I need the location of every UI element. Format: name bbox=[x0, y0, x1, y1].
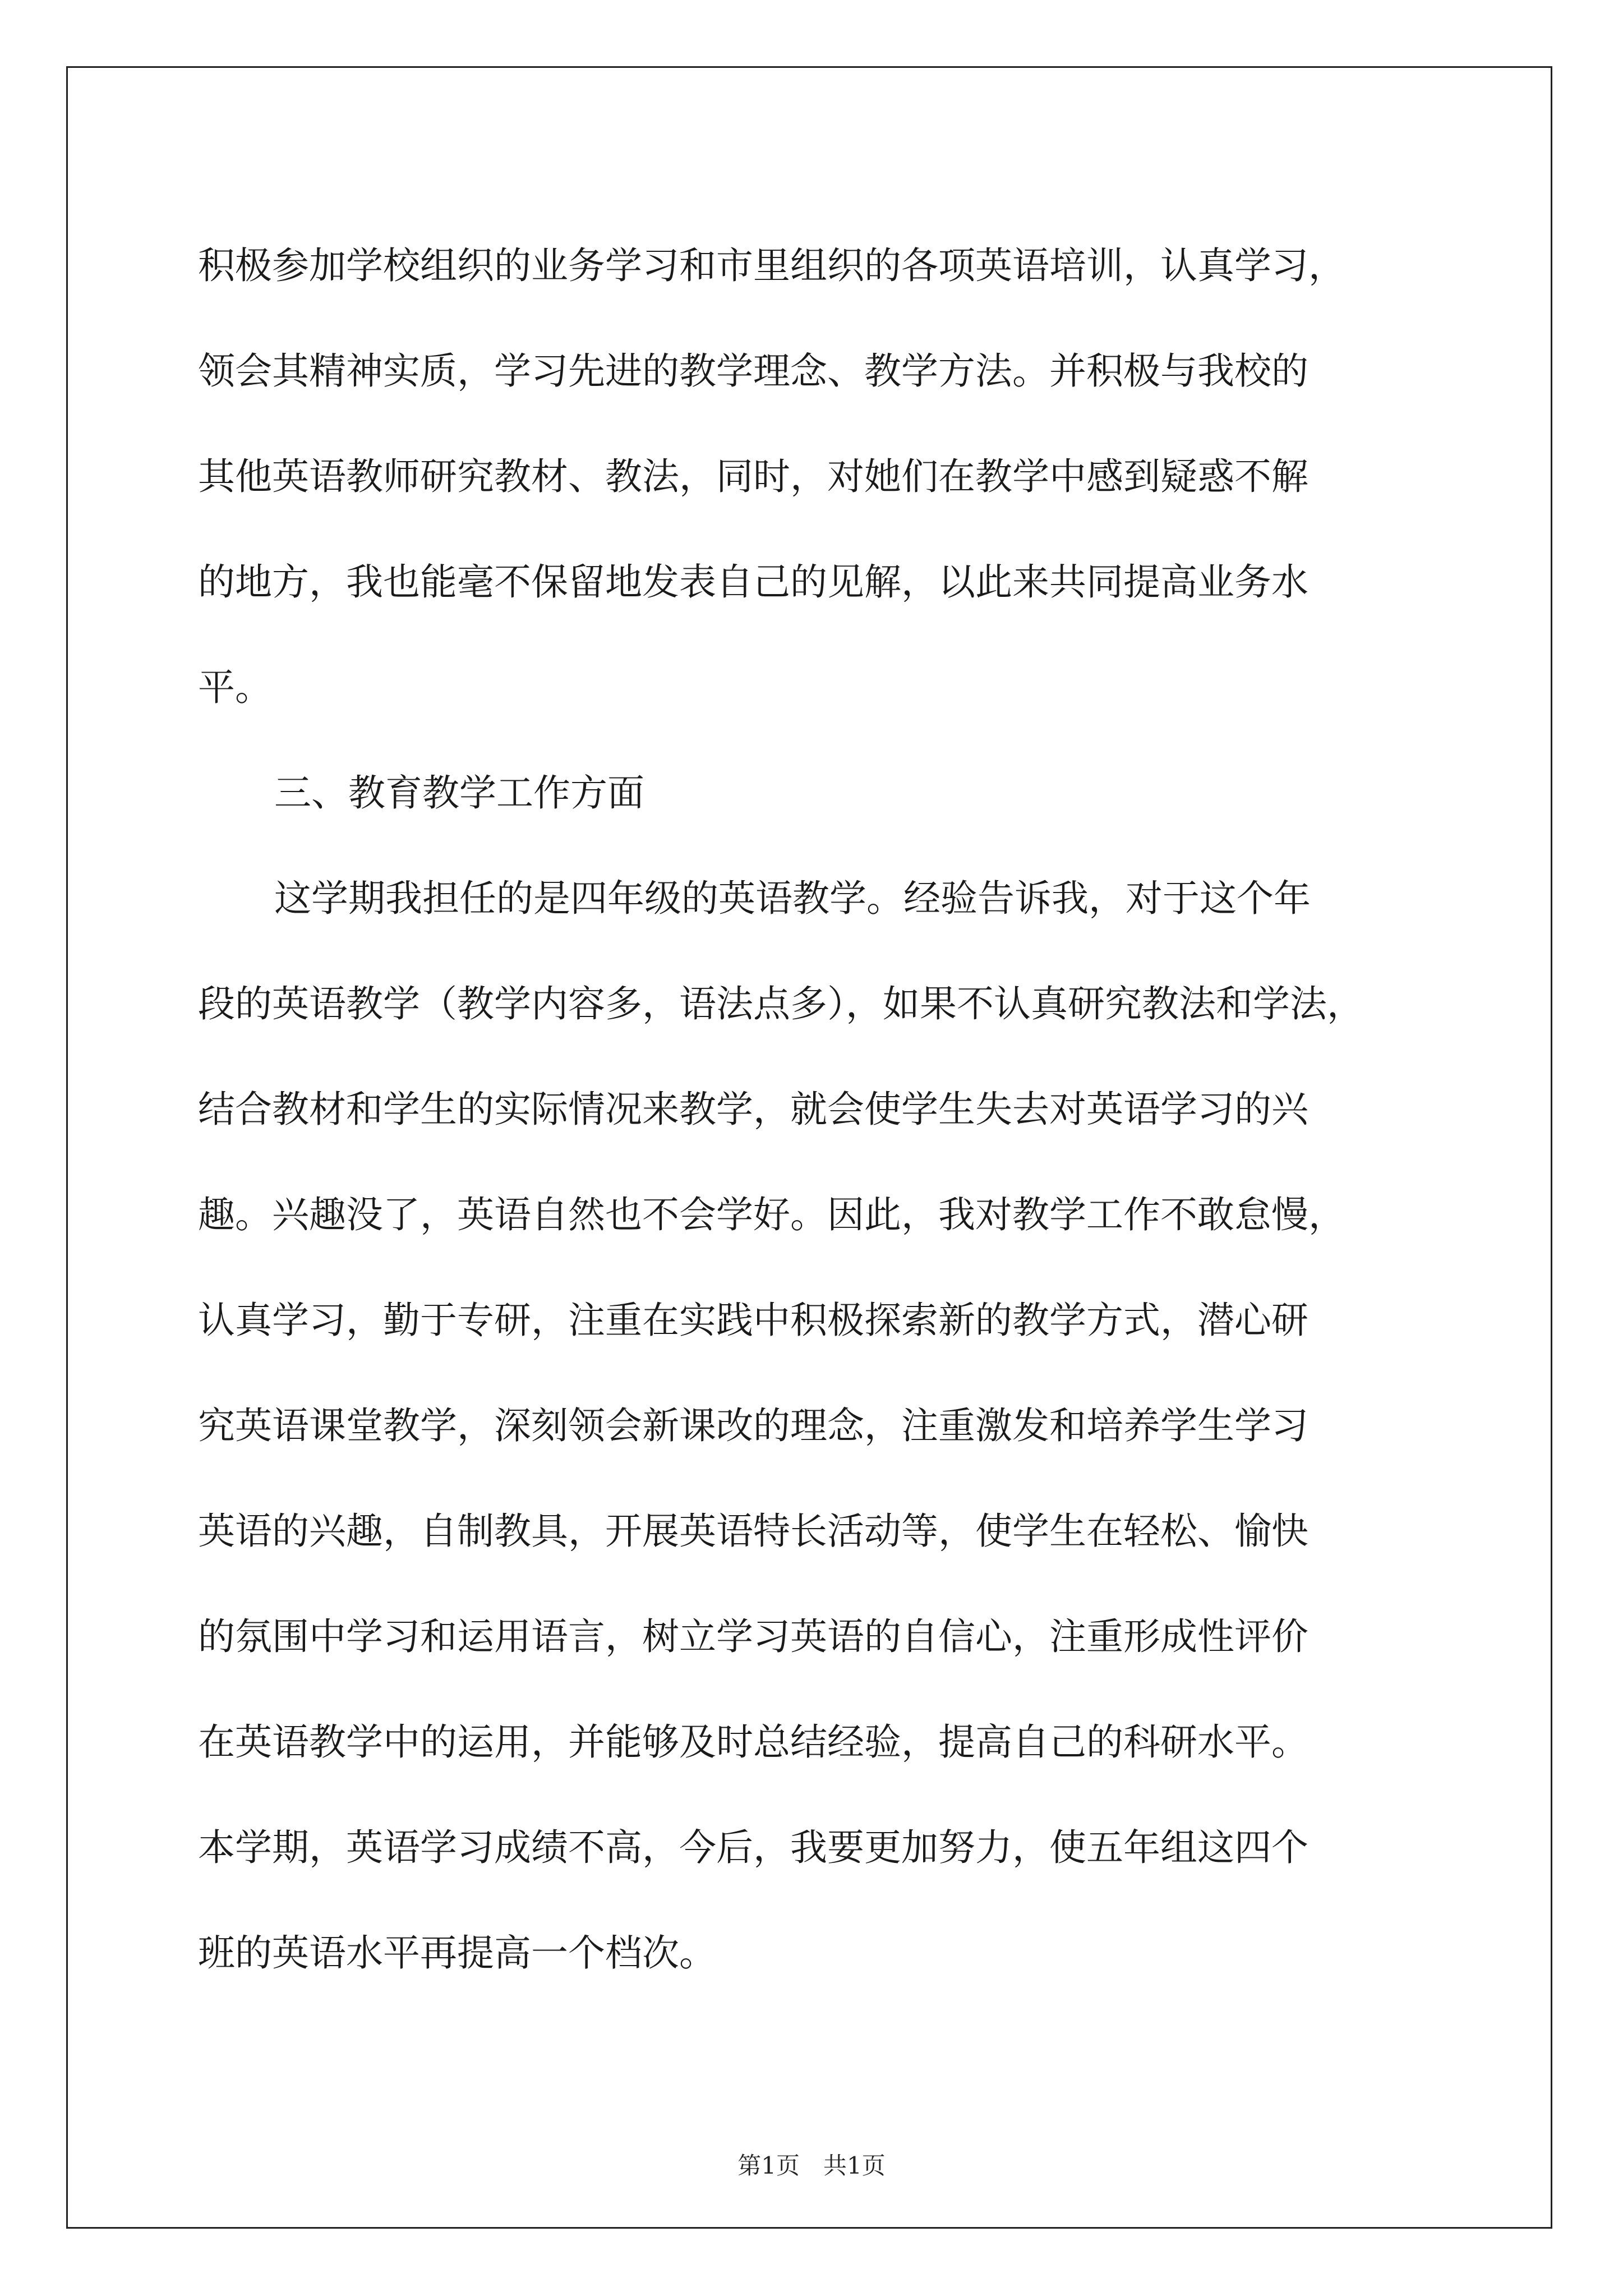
text-line: 这学期我担任的是四年级的英语教学。经验告诉我，对于这个年 bbox=[274, 877, 1311, 920]
text-line: 段的英语教学（教学内容多，语法点多），如果不认真研究教法和学法， bbox=[198, 982, 1364, 1025]
text-line: 的氛围中学习和运用语言，树立学习英语的自信心，注重形成性评价 bbox=[198, 1615, 1308, 1658]
text-line: 本学期，英语学习成绩不高，今后，我要更加努力，使五年组这四个 bbox=[198, 1826, 1308, 1869]
text-line: 英语的兴趣，自制教具，开展英语特长活动等，使学生在轻松、愉快 bbox=[198, 1510, 1308, 1553]
text-line: 究英语课堂教学，深刻领会新课改的理念，注重激发和培养学生学习 bbox=[198, 1404, 1308, 1447]
text-line: 在英语教学中的运用，并能够及时总结经验，提高自己的科研水平。 bbox=[198, 1720, 1308, 1764]
text-line: 其他英语教师研究教材、教法，同时，对她们在教学中感到疑惑不解 bbox=[198, 455, 1308, 498]
page-footer: 第1页 共1页 bbox=[737, 2152, 886, 2179]
text-line: 班的英语水平再提高一个档次。 bbox=[198, 1931, 716, 1975]
section-heading: 三、教育教学工作方面 bbox=[274, 771, 644, 815]
text-line: 领会其精神实质，学习先进的教学理念、教学方法。并积极与我校的 bbox=[198, 349, 1308, 393]
text-line: 趣。兴趣没了，英语自然也不会学好。因此，我对教学工作不敢怠慢， bbox=[198, 1193, 1345, 1236]
text-line: 平。 bbox=[198, 666, 272, 709]
text-line: 的地方，我也能毫不保留地发表自己的见解，以此来共同提高业务水 bbox=[198, 560, 1308, 604]
document-body bbox=[198, 213, 1421, 2006]
text-line: 结合教材和学生的实际情况来教学，就会使学生失去对英语学习的兴 bbox=[198, 1088, 1308, 1131]
text-line: 认真学习，勤于专研，注重在实践中积极探索新的教学方式，潜心研 bbox=[198, 1299, 1308, 1342]
text-line: 积极参加学校组织的业务学习和市里组织的各项英语培训，认真学习， bbox=[198, 244, 1345, 287]
